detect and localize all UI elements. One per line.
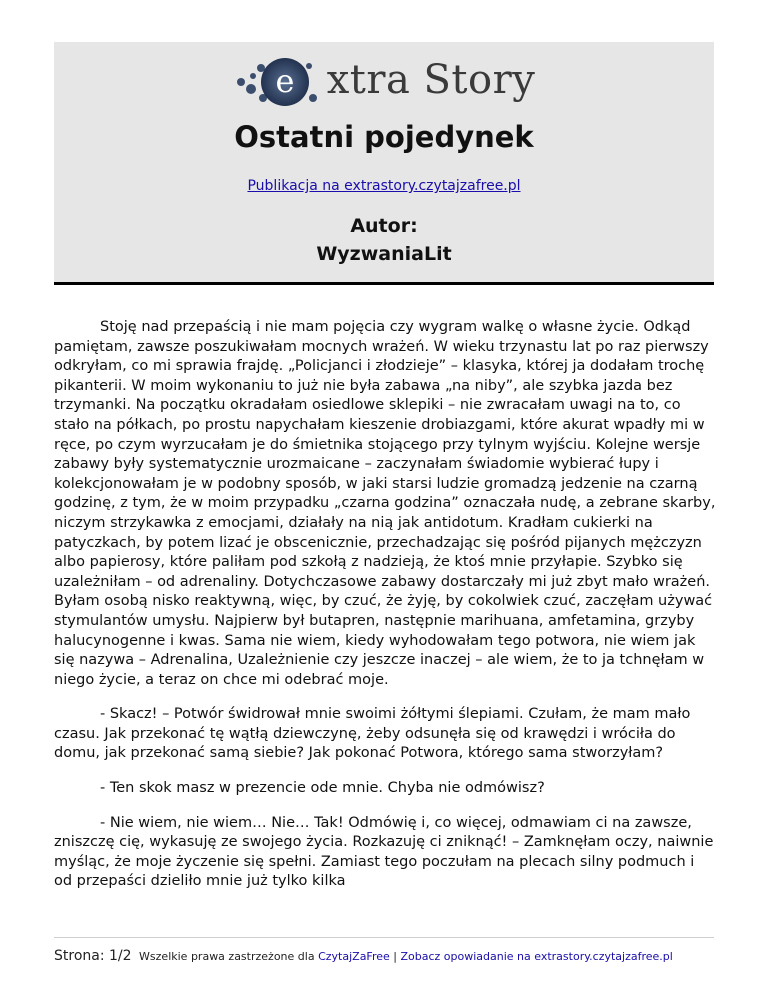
footer-separator: |	[393, 950, 397, 963]
document-header	[54, 42, 714, 285]
svg-text:e: e	[275, 62, 295, 100]
paragraph: - Nie wiem, nie wiem… Nie… Tak! Odmówię i, co więcej, odmawiam ci na zawsze, zniszczę cię, wykasuję ze swojego życia. Rozkazuję ci zniknąć! – Zamknęłam oczy, naiwnie myśląc, że moje życzenie się spełni. Zamiast tego poczułam na plecach silny podmuch i od przepaści dzieliło mnie już tylko kilka	[54, 814, 714, 890]
extra-story-logo	[54, 54, 714, 110]
publication-link[interactable]: Publikacja na extrastory.czytajzafree.pl	[247, 178, 521, 194]
splash-logo-icon	[233, 54, 325, 110]
rights-text: Wszelkie prawa zastrzeżone dla	[139, 950, 315, 963]
paragraph: - Ten skok masz w prezencie ode mnie. Chyba nie odmówisz?	[100, 780, 545, 797]
site-link[interactable]: CzytajZaFree	[318, 950, 390, 963]
paragraph: - Skacz! – Potwór świdrował mnie swoimi żółtymi ślepiami. Czułam, że mam mało czasu. Jak przekonać tę wątłą dziewczynę, żeby odsunęła się od krawędzi i wróciła do domu, jak przekonać samą siebie? Jak pokonać Potwora, którego sama stworzyłam?	[54, 706, 691, 762]
page-title: Ostatni pojedynek	[234, 120, 534, 154]
author-name: WyzwaniaLit	[316, 243, 452, 265]
footer-divider	[54, 937, 714, 938]
paragraph: Stoję nad przepaścią i nie mam pojęcia czy wygram walkę o własne życie. Odkąd pamiętam, zawsze poszukiwałam mocnych wrażeń. W wieku trzynastu lat po raz pierwszy odkryłam, co mi sprawia frajdę. „Policjanci i złodzieje” – klasyka, której ja dodałam trochę pikanterii. W moim wykonaniu to już nie była zabawa „na niby”, ale szybka jazda bez trzymanki. Na początku okradałam osiedlowe sklepiki – nie zwracałam uwagi na to, co stało na półkach, po prostu napychałam kieszenie drobiazgami, które akurat wpadły mi w ręce, po czym wyrzucałam je do śmietnika stojącego przy tylnym wyjściu. Kolejne wersje zabawy były systematycznie urozmaicane – zaczynałam świadomie wybierać łupy i kolekcjonowałam je w podobny sposób, w jaki starsi ludzie gromadzą jedzenie na czarną godzinę, z tym, że w moim przypadku „czarna godzina” oznaczała nudę, a zebrane skarby, niczym strzykawka z emocjami, działały na nią jak antidotum. Kradłam cukierki na patyczkach, by potem lizać je obscenicznie, przechadzając się pośród pijanych mężczyzn albo papierosy, które paliłam pod szkołą z nadzieją, że ktoś mnie przyłapie. Szybko się uzależniłam – od adrenaliny. Dotychczasowe zabawy dostarczały mi już zbyt mało wrażeń. Byłam osobą nisko reaktywną, więc, by czuć, że żyję, by cokolwiek czuć, zaczęłam używać stymulantów umysłu. Najpierw był butapren, następnie marihuana, amfetamina, grzyby halucynogenne i kwas. Sama nie wiem, kiedy wyhodowałam tego potwora, nie wiem jak się nazywa – Adrenalina, Uzależnienie czy jeszcze inaczej – ale wiem, że to ja tchnęłam w niego życie, a teraz on chce mi odebrać moje.	[54, 319, 716, 688]
page-number: Strona: 1/2	[54, 948, 132, 964]
page-footer	[54, 948, 734, 964]
author-label: Autor:	[350, 215, 418, 237]
logo-text: xtra Story	[326, 57, 536, 103]
story-text	[54, 318, 716, 907]
story-link[interactable]: Zobacz opowiadanie na extrastory.czytajzafree.pl	[400, 950, 673, 963]
